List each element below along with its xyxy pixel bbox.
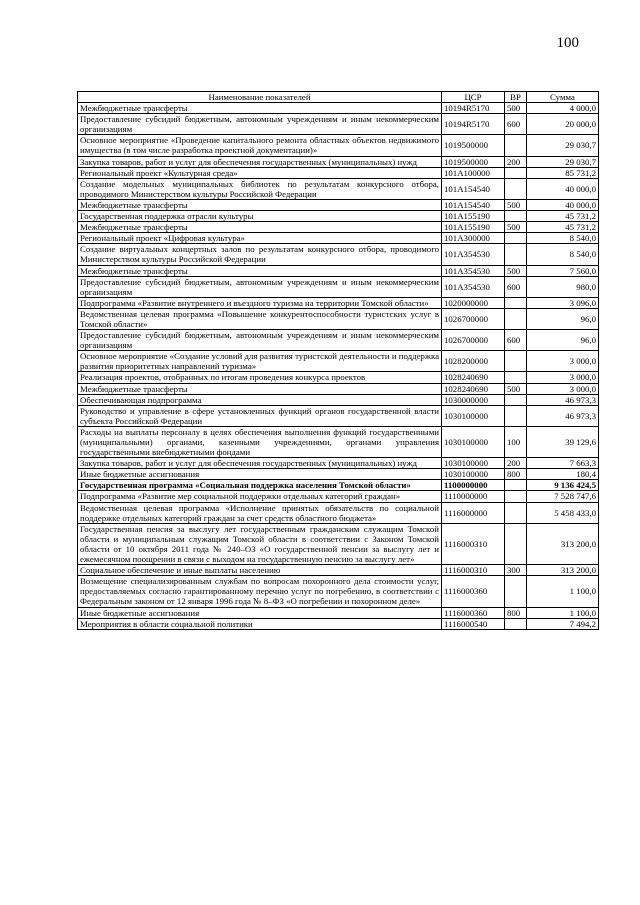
cell-vr: [505, 297, 527, 308]
cell-sum: 3 000,0: [527, 372, 599, 383]
cell-csr: 1019500000: [442, 156, 505, 167]
table-row: [78, 458, 599, 469]
cell-sum: 3 096,0: [527, 297, 599, 308]
table-row: [78, 565, 599, 576]
table-row: [78, 372, 599, 383]
cell-sum: 20 000,0: [527, 114, 599, 135]
table-row: [78, 351, 599, 372]
cell-vr: 300: [505, 565, 527, 576]
header-vr: ВР: [505, 92, 527, 103]
table-row: [78, 244, 599, 265]
cell-sum: 180,4: [527, 469, 599, 480]
cell-sum: 96,0: [527, 330, 599, 351]
cell-name: Подпрограмма «Развитие мер социальной поддержки отдельных категорий граждан»: [78, 491, 442, 502]
cell-name: Государственная поддержка отрасли культуры: [78, 211, 442, 222]
table-row: [78, 233, 599, 244]
cell-name: Возмещение специализированным службам по вопросам похоронного дела стоимости услуг, предоставляемых согласно гарантированному перечню услуг по погребению, в соответствии с Федеральным законом от 12 января 1996 года № 8–ФЗ «О погребении и похоронном деле»: [78, 576, 442, 607]
header-sum: Сумма: [527, 92, 599, 103]
cell-sum: 7 528 747,6: [527, 491, 599, 502]
cell-vr: [505, 502, 527, 523]
cell-csr: 10194R5170: [442, 103, 505, 114]
cell-csr: 1028240690: [442, 372, 505, 383]
cell-vr: 500: [505, 103, 527, 114]
cell-sum: 45 731,2: [527, 211, 599, 222]
table-row: [78, 480, 599, 491]
cell-sum: 1 100,0: [527, 576, 599, 607]
cell-csr: 1019500000: [442, 135, 505, 156]
table-row: [78, 426, 599, 457]
cell-sum: 1 100,0: [527, 607, 599, 618]
cell-name: Региональный проект «Культурная среда»: [78, 167, 442, 178]
cell-name: Создание виртуальных концертных залов по результатам конкурсного отбора, проводимого Министерством культуры Российской Федерации: [78, 244, 442, 265]
table-row: [78, 265, 599, 276]
cell-vr: 200: [505, 156, 527, 167]
table-row: [78, 114, 599, 135]
cell-csr: 1116000360: [442, 607, 505, 618]
table-row: [78, 178, 599, 199]
table-row: [78, 276, 599, 297]
cell-name: Межбюджетные трансферты: [78, 103, 442, 114]
cell-sum: 9 136 424,5: [527, 480, 599, 491]
cell-csr: 1030100000: [442, 405, 505, 426]
cell-sum: 46 973,3: [527, 394, 599, 405]
cell-sum: 39 129,6: [527, 426, 599, 457]
table-row: [78, 330, 599, 351]
cell-name: Предоставление субсидий бюджетным, автономным учреждениям и иным некоммерческим организациям: [78, 114, 442, 135]
table-row: [78, 308, 599, 329]
cell-name: Основное мероприятие «Проведение капитального ремонта областных объектов недвижимого имущества (в том числе разработка проектной документации)»: [78, 135, 442, 156]
cell-sum: 7 494,2: [527, 618, 599, 629]
cell-vr: 100: [505, 426, 527, 457]
cell-sum: 96,0: [527, 308, 599, 329]
cell-csr: 10194R5170: [442, 114, 505, 135]
table-row: [78, 491, 599, 502]
table-row: [78, 135, 599, 156]
cell-name: Иные бюджетные ассигнования: [78, 607, 442, 618]
cell-csr: 101A154540: [442, 178, 505, 199]
cell-name: Подпрограмма «Развитие внутреннего и въездного туризма на территории Томской области»: [78, 297, 442, 308]
cell-name: Ведомственная целевая программа «Исполнение принятых обязательств по социальной поддержке отдельных категорий граждан за счет средств областного бюджета»: [78, 502, 442, 523]
cell-csr: 1116000360: [442, 576, 505, 607]
cell-sum: 40 000,0: [527, 178, 599, 199]
cell-vr: [505, 308, 527, 329]
cell-name: Межбюджетные трансферты: [78, 383, 442, 394]
cell-vr: [505, 351, 527, 372]
cell-vr: [505, 523, 527, 564]
cell-csr: 101A354530: [442, 265, 505, 276]
cell-vr: [505, 372, 527, 383]
cell-sum: 7 663,3: [527, 458, 599, 469]
cell-name: Мероприятия в области социальной политики: [78, 618, 442, 629]
table-row: [78, 607, 599, 618]
cell-vr: [505, 135, 527, 156]
cell-vr: [505, 167, 527, 178]
cell-sum: 313 200,0: [527, 565, 599, 576]
cell-csr: 101A155190: [442, 222, 505, 233]
cell-csr: 1116000310: [442, 565, 505, 576]
cell-name: Региональный проект «Цифровая культура»: [78, 233, 442, 244]
cell-name: Социальное обеспечение и иные выплаты населению: [78, 565, 442, 576]
cell-csr: 101A354530: [442, 244, 505, 265]
cell-sum: 40 000,0: [527, 199, 599, 210]
cell-sum: 8 540,0: [527, 233, 599, 244]
cell-name: Межбюджетные трансферты: [78, 222, 442, 233]
cell-sum: 8 540,0: [527, 244, 599, 265]
cell-name: Обеспечивающая подпрограмма: [78, 394, 442, 405]
cell-vr: [505, 618, 527, 629]
table-row: [78, 502, 599, 523]
page-number: 100: [556, 35, 579, 51]
cell-name: Предоставление субсидий бюджетным, автономным учреждениям и иным некоммерческим организациям: [78, 276, 442, 297]
cell-sum: 313 200,0: [527, 523, 599, 564]
cell-vr: 200: [505, 458, 527, 469]
cell-vr: 500: [505, 265, 527, 276]
cell-csr: 1026700000: [442, 330, 505, 351]
cell-vr: 500: [505, 222, 527, 233]
table-row: [78, 103, 599, 114]
table-header-row: [78, 92, 599, 103]
cell-csr: 1020000000: [442, 297, 505, 308]
cell-vr: [505, 576, 527, 607]
header-name: Наименование показателей: [78, 92, 442, 103]
cell-csr: 1100000000: [442, 480, 505, 491]
table-row: [78, 167, 599, 178]
cell-vr: 500: [505, 199, 527, 210]
table-row: [78, 211, 599, 222]
cell-sum: 46 973,3: [527, 405, 599, 426]
cell-sum: 85 731,2: [527, 167, 599, 178]
cell-csr: 1028240690: [442, 383, 505, 394]
cell-name: Создание модельных муниципальных библиотек по результатам конкурсного отбора, проводимого Министерством культуры Российской Федерации: [78, 178, 442, 199]
table-row: [78, 469, 599, 480]
cell-sum: 45 731,2: [527, 222, 599, 233]
cell-csr: 101A154540: [442, 199, 505, 210]
cell-vr: 600: [505, 330, 527, 351]
cell-csr: 1116000540: [442, 618, 505, 629]
cell-csr: 1030100000: [442, 469, 505, 480]
header-csr: ЦСР: [442, 92, 505, 103]
cell-vr: 500: [505, 383, 527, 394]
cell-csr: 1030100000: [442, 426, 505, 457]
cell-name: Реализация проектов, отобранных по итогам проведения конкурса проектов: [78, 372, 442, 383]
table-row: [78, 222, 599, 233]
cell-sum: 7 560,0: [527, 265, 599, 276]
cell-vr: 800: [505, 469, 527, 480]
table-row: [78, 383, 599, 394]
table-row: [78, 523, 599, 564]
cell-vr: [505, 405, 527, 426]
cell-name: Предоставление субсидий бюджетным, автономным учреждениям и иным некоммерческим организациям: [78, 330, 442, 351]
cell-sum: 4 000,0: [527, 103, 599, 114]
cell-csr: 1116000000: [442, 502, 505, 523]
table-row: [78, 156, 599, 167]
cell-sum: 29 030,7: [527, 156, 599, 167]
cell-csr: 1030000000: [442, 394, 505, 405]
cell-name: Межбюджетные трансферты: [78, 265, 442, 276]
cell-name: Межбюджетные трансферты: [78, 199, 442, 210]
cell-vr: [505, 491, 527, 502]
cell-vr: [505, 394, 527, 405]
cell-csr: 101A100000: [442, 167, 505, 178]
cell-name: Закупка товаров, работ и услуг для обеспечения государственных (муниципальных) нужд: [78, 458, 442, 469]
cell-name: Руководство и управление в сфере установленных функций органов государственной власти субъекта Российской Федерации: [78, 405, 442, 426]
table-row: [78, 618, 599, 629]
cell-name: Расходы на выплаты персоналу в целях обеспечения выполнения функций государственными (муниципальными) органами, казенными учреждениями, органами управления государственными внебюджетными фондами: [78, 426, 442, 457]
table-row: [78, 576, 599, 607]
cell-csr: 101A300000: [442, 233, 505, 244]
cell-vr: 600: [505, 276, 527, 297]
cell-vr: [505, 178, 527, 199]
cell-name: Закупка товаров, работ и услуг для обеспечения государственных (муниципальных) нужд: [78, 156, 442, 167]
table-row: [78, 199, 599, 210]
cell-csr: 1026700000: [442, 308, 505, 329]
cell-csr: 1028200000: [442, 351, 505, 372]
cell-csr: 1030100000: [442, 458, 505, 469]
cell-name: Государственная программа «Социальная поддержка населения Томской области»: [78, 480, 442, 491]
cell-sum: 980,0: [527, 276, 599, 297]
cell-name: Иные бюджетные ассигнования: [78, 469, 442, 480]
cell-name: Ведомственная целевая программа «Повышение конкурентоспособности туристских услуг в Томской области»: [78, 308, 442, 329]
cell-csr: 101A354530: [442, 276, 505, 297]
cell-name: Основное мероприятие «Создание условий для развития туристской деятельности и поддержка развития приоритетных направлений туризма»: [78, 351, 442, 372]
table-row: [78, 394, 599, 405]
cell-vr: 600: [505, 114, 527, 135]
table-row: [78, 405, 599, 426]
budget-table: [77, 91, 599, 630]
cell-csr: 101A155190: [442, 211, 505, 222]
cell-sum: 29 030,7: [527, 135, 599, 156]
cell-sum: 3 000,0: [527, 351, 599, 372]
cell-vr: [505, 233, 527, 244]
cell-vr: [505, 480, 527, 491]
table-row: [78, 297, 599, 308]
cell-sum: 3 000,0: [527, 383, 599, 394]
cell-csr: 1110000000: [442, 491, 505, 502]
cell-csr: 1116000310: [442, 523, 505, 564]
cell-sum: 5 458 433,0: [527, 502, 599, 523]
cell-vr: [505, 244, 527, 265]
cell-vr: [505, 211, 527, 222]
cell-name: Государственная пенсия за выслугу лет государственным гражданским служащим Томской области и муниципальным служащим Томской области в соответствии с Законом Томской области от 10 октября 2011 года № 240–ОЗ «О государственной пенсии за выслугу лет и ежемесячном поощрении в связи с выходом на государственную пенсию за выслугу лет»: [78, 523, 442, 564]
cell-vr: 800: [505, 607, 527, 618]
